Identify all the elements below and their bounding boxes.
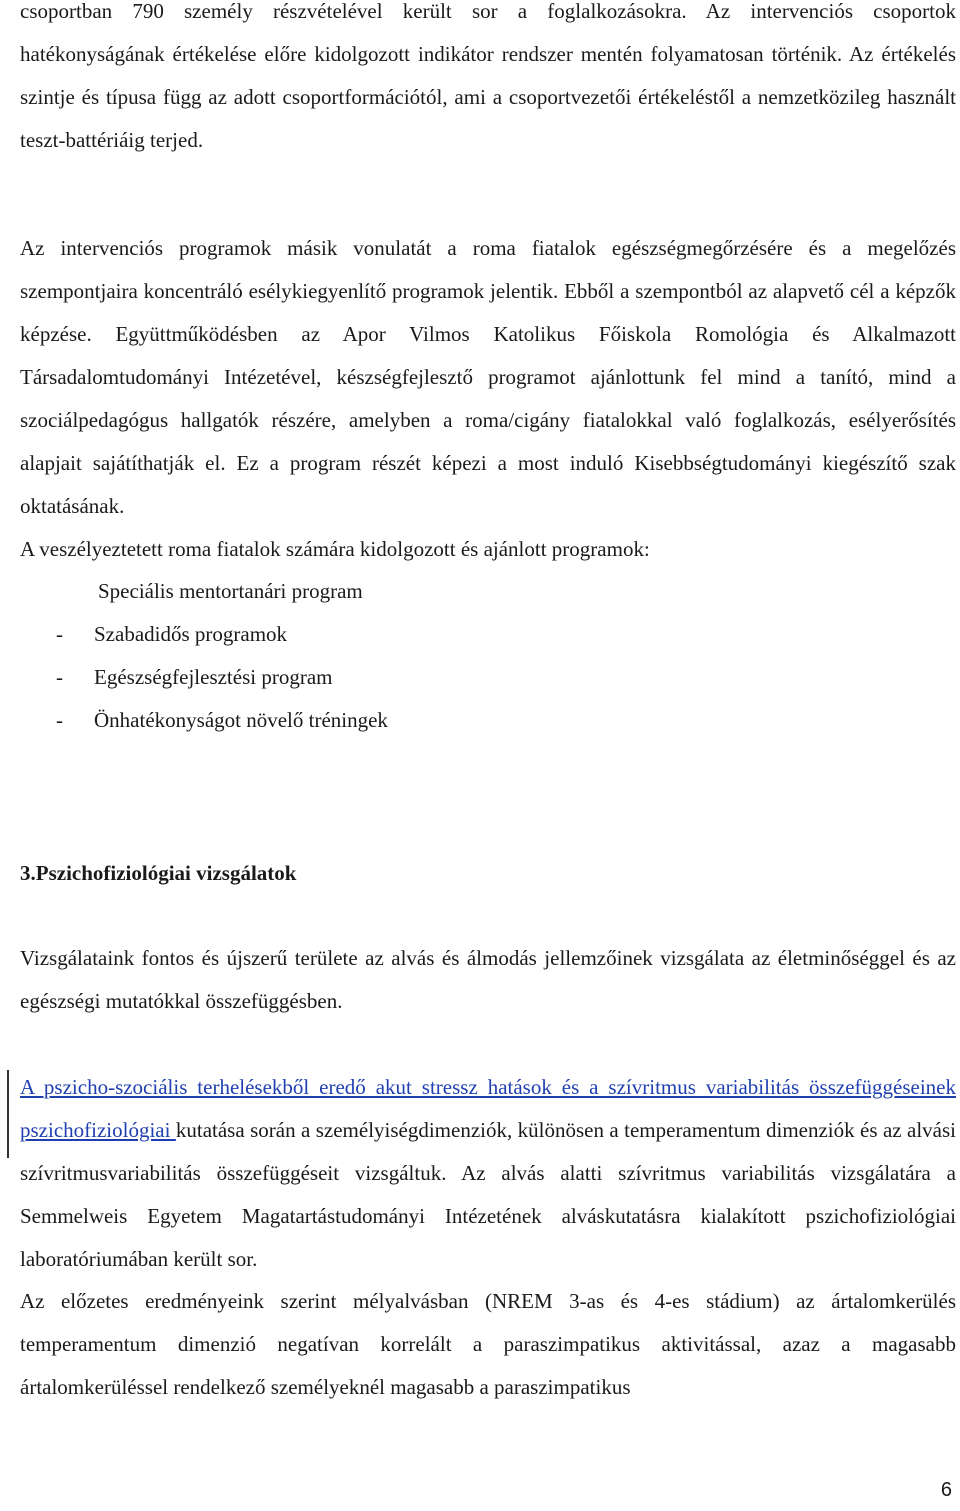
list-item — [20, 699, 940, 742]
list-dash: - — [56, 665, 63, 689]
paragraph-intervention-groups: csoportban 790 személy részvételével került sor a foglalkozásokra. Az intervenciós csoportok hatékonyságának értékelése előre kidolgozott indikátor rendszer mentén folyamatosan történik. Az értékelés szintje és típusa függ az adott csoportformációtól, ami a csoportvezetői értékeléstől a nemzetközileg használt teszt-battériáig terjed. — [20, 0, 956, 152]
revision-change-bar — [7, 1070, 9, 1158]
list-item-label: Speciális mentortanári program — [98, 579, 363, 603]
list-item — [20, 656, 940, 699]
paragraph-stress-hrv — [20, 1066, 956, 1281]
paragraph-programs-intro: A veszélyeztetett roma fiatalok számára kidolgozott és ajánlott programok: — [20, 537, 650, 561]
list-dash: - — [56, 708, 63, 732]
list-item — [20, 613, 940, 656]
list-item-label: Önhatékonyságot növelő tréningek — [94, 708, 388, 732]
list-dash: - — [56, 622, 63, 646]
paragraph-roma-programs: Az intervenciós programok másik vonulatát a roma fiatalok egészségmegőrzésére és a megelőzés szempontjaira koncentráló esélykiegyenlítő programok jelentik. Ebből a szempontból az alapvető cél a képzők képzése. Együttműködésben az Apor Vilmos Katolikus Főiskola Romológia és Alkalmazott Társadalomtudományi Intézetével, készségfejlesztő programot ajánlottunk fel mind a tanító, mind a szociálpedagógus hallgatók részére, amelyben a roma/cigány fiatalokkal való foglalkozás, esélyerősítés alapjait sajátíthatják el. Ez a program részét képezi a most induló Kisebbségtudományi kiegészítő szak oktatásának. — [20, 236, 956, 518]
inline-link[interactable]: A pszicho-szociális terhelésekből eredő akut stressz hatások és a szívritmus variabilitás összefüggéseinek pszichofiziológiai — [20, 1075, 956, 1142]
paragraph-sleep-research: Vizsgálataink fontos és újszerű területe az alvás és álmodás jellemzőinek vizsgálata az életminőséggel és az egészségi mutatókkal összefüggésben. — [20, 946, 956, 1013]
paragraph-text: kutatása során a személyiségdimenziók, különösen a temperamentum dimenziók és az alvási szívritmusvariabilitás összefüggéseit vizsgáltuk. Az alvás alatti szívritmus variabilitás vizsgálatára a Semmelweis Egyetem Magatartástudományi Intézetének alváskutatásra kialakított pszichofiziológiai laboratóriumában került sor. — [20, 1118, 956, 1271]
page-number: 6 — [940, 1479, 952, 1501]
list-item-label: Szabadidős programok — [94, 622, 288, 646]
list-item-label: Egészségfejlesztési program — [94, 665, 333, 689]
section-heading: 3.Pszichofiziológiai vizsgálatok — [20, 861, 297, 885]
program-list — [20, 570, 940, 742]
list-item — [20, 570, 940, 613]
paragraph-preliminary-results: Az előzetes eredményeink szerint mélyalvásban (NREM 3-as és 4-es stádium) az ártalomkerülés temperamentum dimenzió negatívan korrelált a paraszimpatikus aktivitással, azaz a magasabb ártalomkerüléssel rendelkező személyeknél magasabb a paraszimpatikus — [20, 1289, 956, 1399]
